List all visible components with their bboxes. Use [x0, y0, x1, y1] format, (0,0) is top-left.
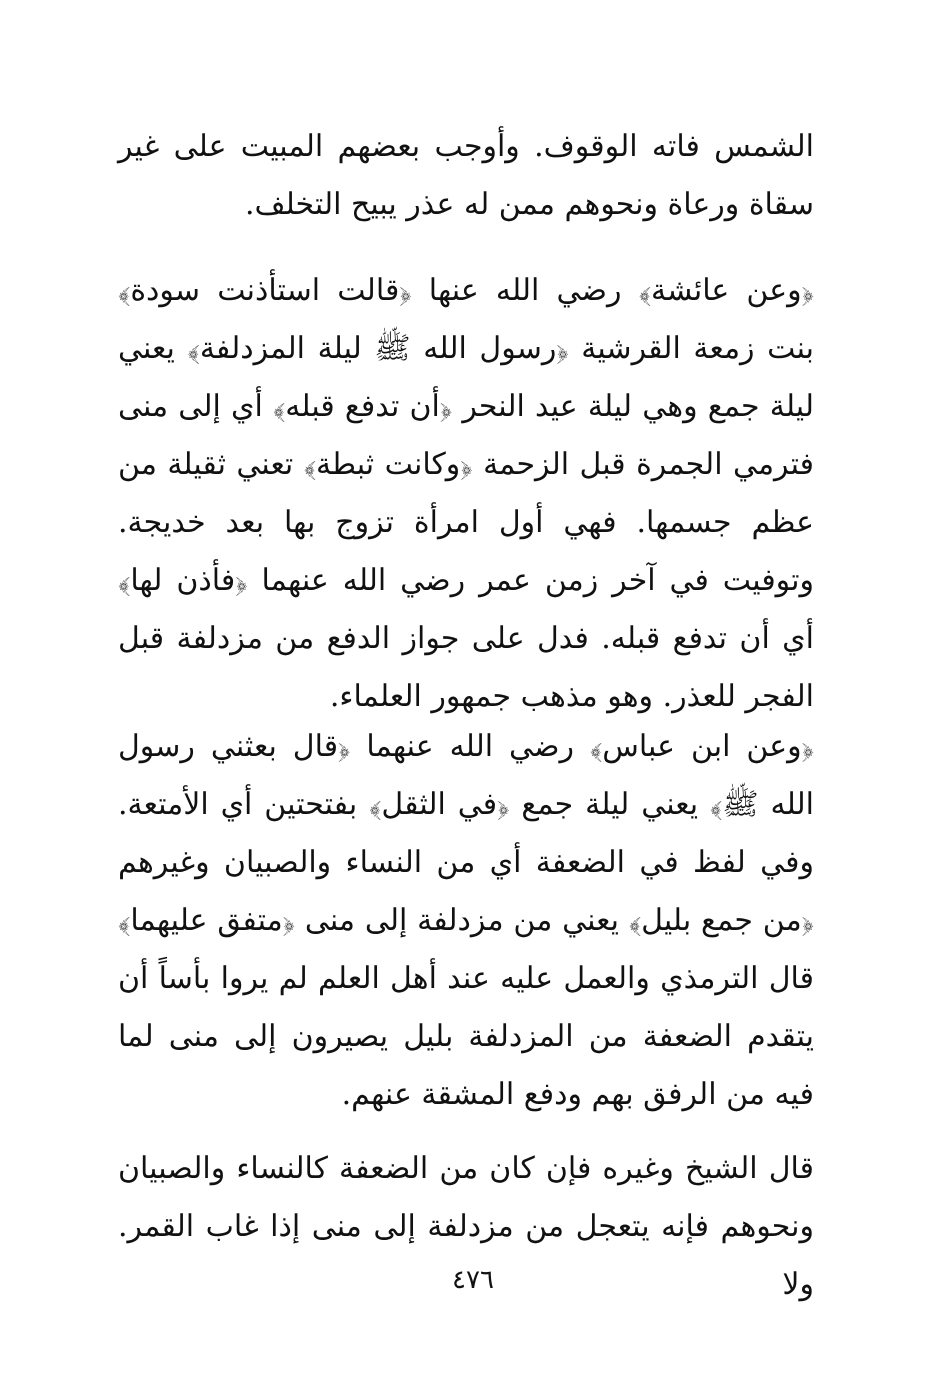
paragraph-4: قال الشيخ وغيره فإن كان من الضعفة كالنساء والصبيان ونحوهم فإنه يتعجل من مزدلفة إلى منى إذا غاب القمر. ولا [118, 1151, 814, 1302]
paragraph-1: الشمس فاته الوقوف. وأوجب بعضهم المبيت على غير سقاة ورعاة ونحوهم ممن له عذر يبيح التخلف. [118, 129, 814, 222]
paragraph-2: ﴿وعن عائشة﴾ رضي الله عنها ﴿قالت استأذنت سودة﴾ بنت زمعة القرشية ﴿رسول الله ﷺ ليلة المزدلفة﴾ يعني ليلة جمع وهي ليلة عيد النحر ﴿أن تدفع قبله﴾ أي إلى منى فترمي الجمرة قبل الزحمة ﴿وكانت ثبطة﴾ تعني ثقيلة من عظم جسمها. فهي أول امرأة تزوج بها بعد خديجة. وتوفيت في آخر زمن عمر رضي الله عنهما ﴿فأذن لها﴾ أي أن تدفع قبله. فدل على جواز الدفع من مزدلفة قبل الفجر للعذر. وهو مذهب جمهور العلماء. [118, 273, 814, 714]
page-number: ٤٧٦ [452, 1265, 494, 1295]
paragraph-3: ﴿وعن ابن عباس﴾ رضي الله عنهما ﴿قال بعثني رسول الله ﷺ﴾ يعني ليلة جمع ﴿في الثقل﴾ بفتحتين أي الأمتعة. وفي لفظ في الضعفة أي من النساء والصبيان وغيرهم ﴿من جمع بليل﴾ يعني من مزدلفة إلى منى ﴿متفق عليهما﴾ قال الترمذي والعمل عليه عند أهل العلم لم يروا بأساً أن يتقدم الضعفة من المزدلفة بليل يصيرون إلى منى لما فيه من الرفق بهم ودفع المشقة عنهم. [118, 729, 814, 1112]
